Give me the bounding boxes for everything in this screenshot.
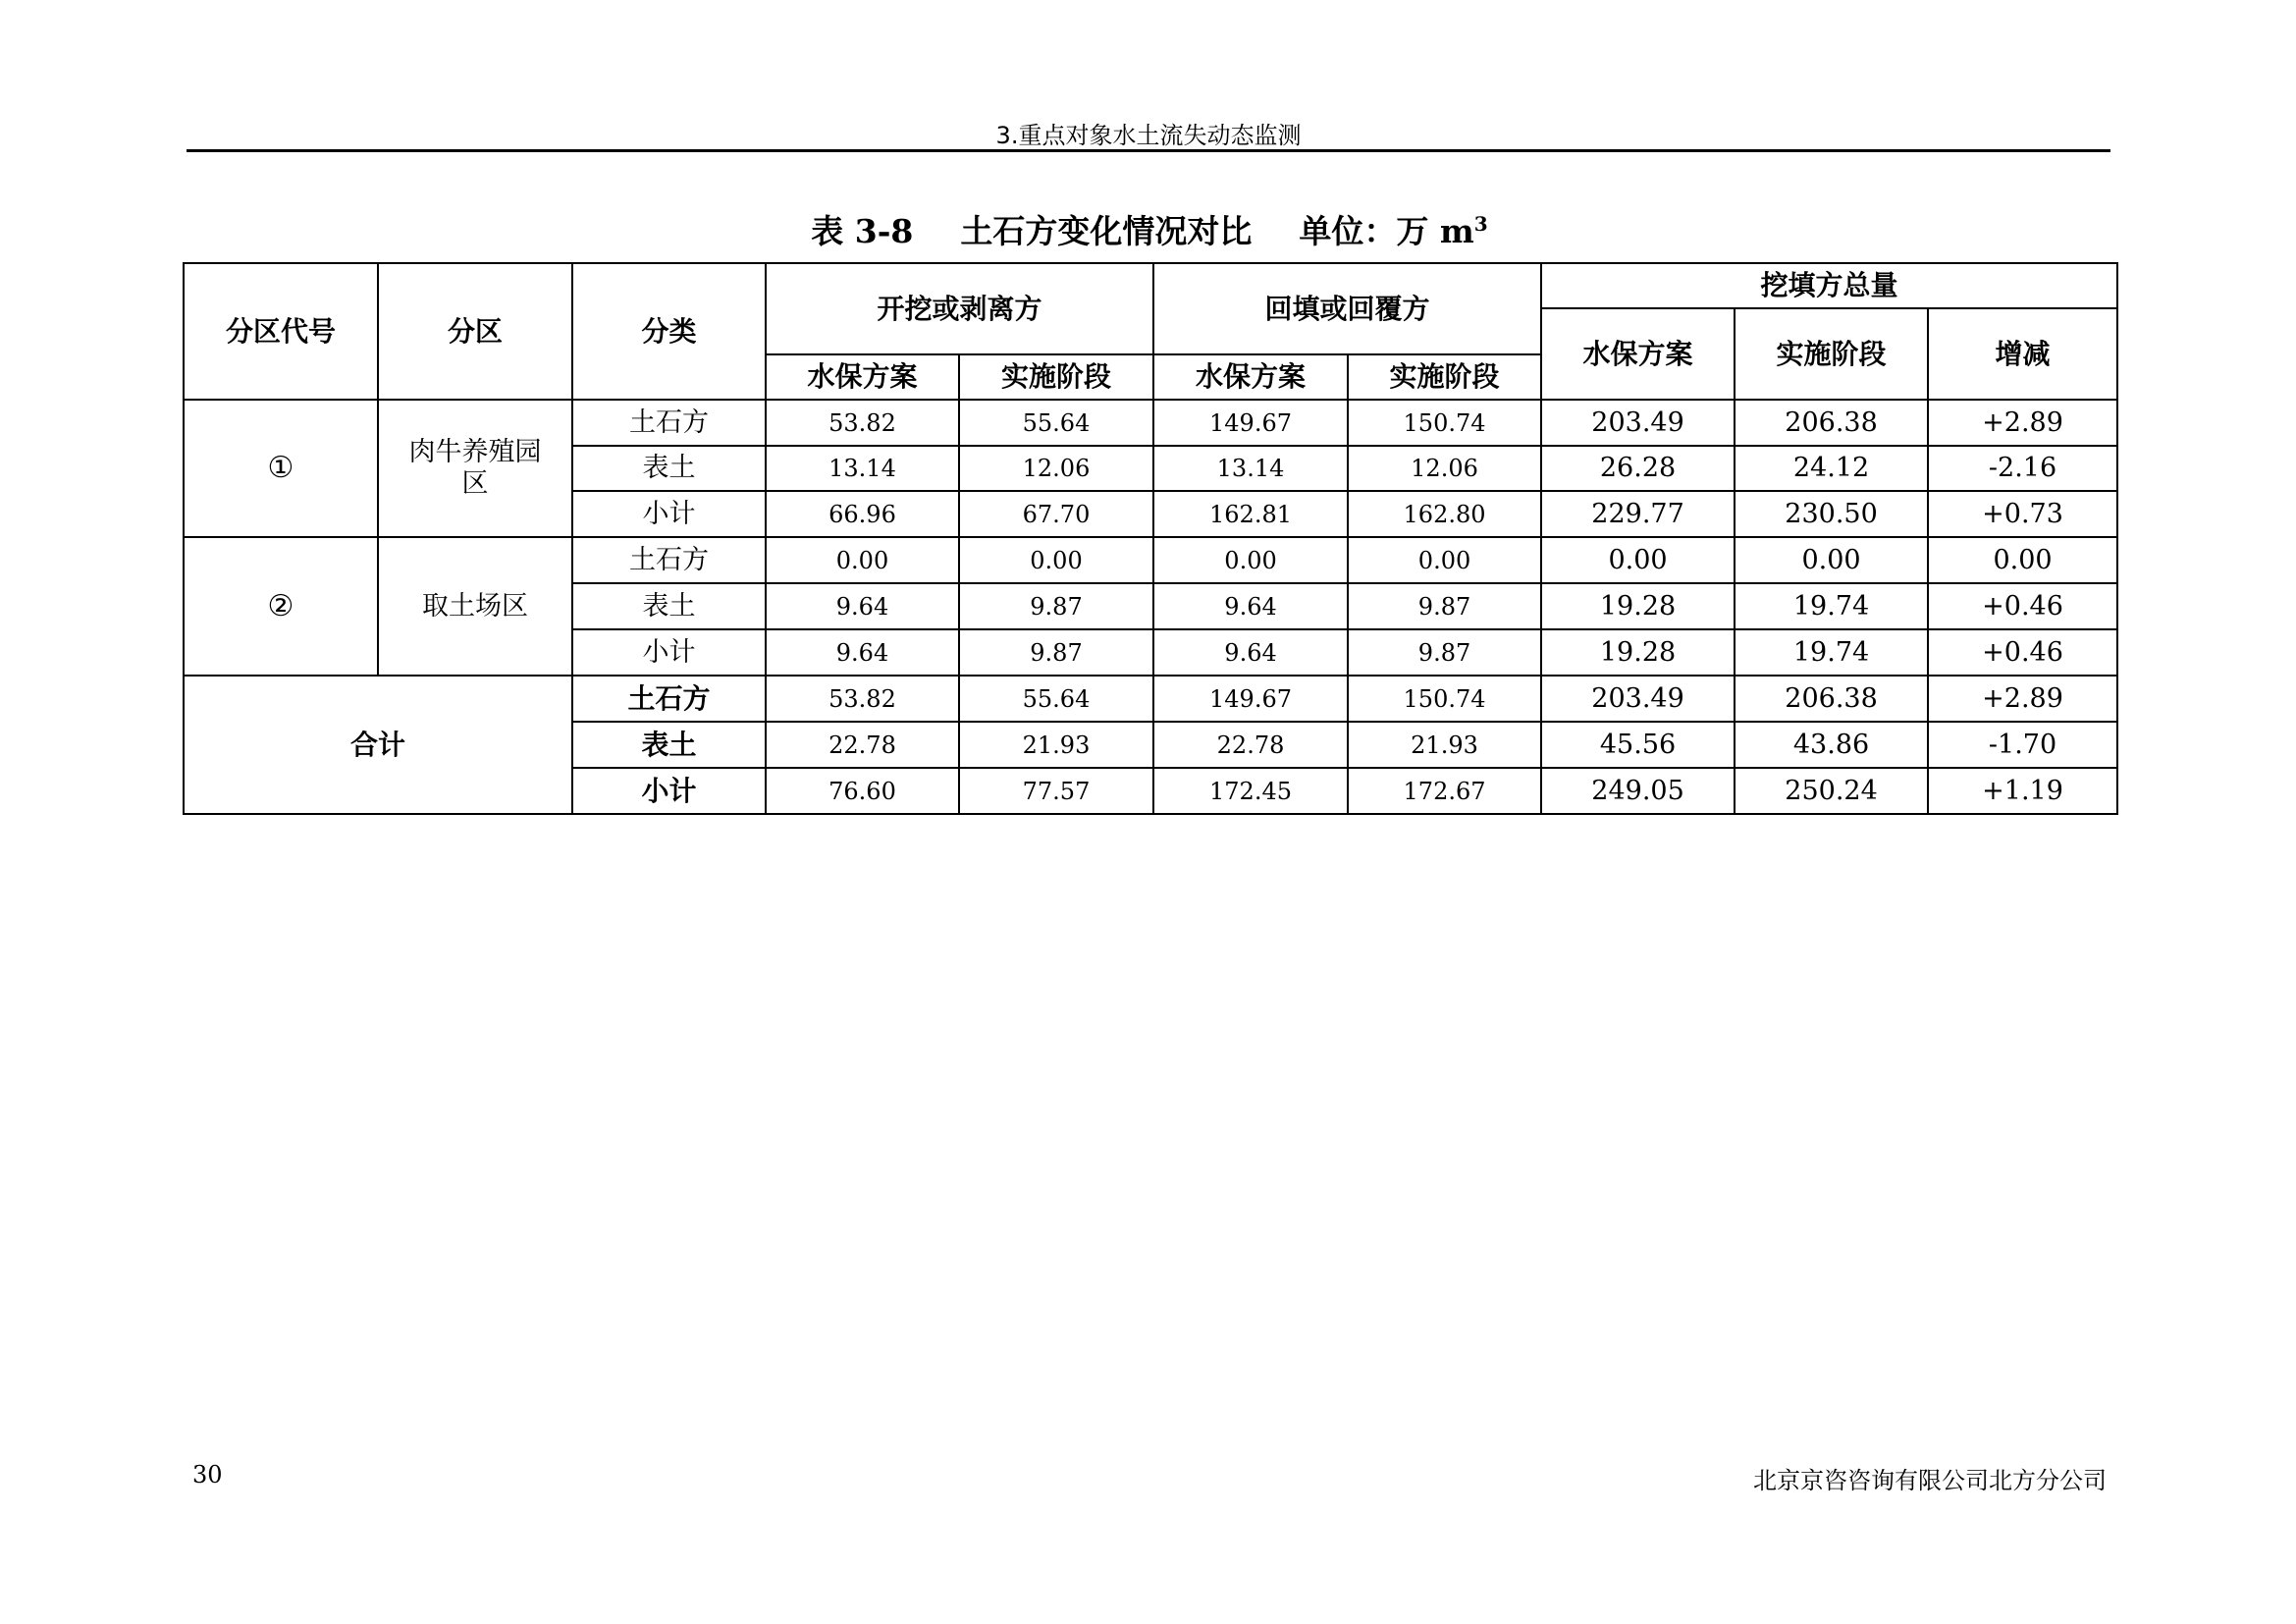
value-cell: 77.57	[959, 768, 1153, 814]
value-cell: 13.14	[1153, 446, 1348, 491]
value-cell: 12.06	[1348, 446, 1541, 491]
value-cell: 149.67	[1153, 400, 1348, 446]
value-cell: 53.82	[766, 400, 959, 446]
value-cell: 9.87	[959, 629, 1153, 676]
header-backfill: 回填或回覆方	[1153, 263, 1541, 354]
value-cell: 43.86	[1735, 722, 1928, 768]
header-backfill-actual: 实施阶段	[1348, 354, 1541, 400]
running-header: 3.重点对象水土流失动态监测	[995, 122, 1302, 149]
value-cell: 13.14	[766, 446, 959, 491]
value-cell: 9.87	[959, 583, 1153, 629]
table-row	[184, 400, 2117, 446]
header-total-change: 增减	[1928, 308, 2117, 400]
change-cell: +0.46	[1928, 629, 2117, 676]
value-cell: 9.64	[766, 583, 959, 629]
category-cell: 土石方	[572, 676, 766, 722]
header-category: 分类	[572, 263, 766, 400]
value-cell: 172.67	[1348, 768, 1541, 814]
table-row	[184, 537, 2117, 583]
value-cell: 19.74	[1735, 583, 1928, 629]
change-cell: +2.89	[1928, 676, 2117, 722]
value-cell: 203.49	[1541, 400, 1735, 446]
value-cell: 19.28	[1541, 583, 1735, 629]
change-cell: +2.89	[1928, 400, 2117, 446]
value-cell: 0.00	[1153, 537, 1348, 583]
value-cell: 0.00	[959, 537, 1153, 583]
value-cell: 19.28	[1541, 629, 1735, 676]
table-title-unit: 单位：万 m	[1299, 212, 1474, 250]
value-cell: 172.45	[1153, 768, 1348, 814]
earthwork-table	[183, 262, 2118, 815]
value-cell: 150.74	[1348, 400, 1541, 446]
value-cell: 24.12	[1735, 446, 1928, 491]
category-cell: 土石方	[572, 537, 766, 583]
table-row	[184, 676, 2117, 722]
header-total-actual: 实施阶段	[1735, 308, 1928, 400]
change-cell: +0.46	[1928, 583, 2117, 629]
page-number: 30	[192, 1461, 223, 1489]
value-cell: 9.64	[766, 629, 959, 676]
category-cell: 小计	[572, 768, 766, 814]
header-excavation: 开挖或剥离方	[766, 263, 1153, 354]
change-cell: -2.16	[1928, 446, 2117, 491]
value-cell: 0.00	[766, 537, 959, 583]
value-cell: 150.74	[1348, 676, 1541, 722]
value-cell: 21.93	[959, 722, 1153, 768]
value-cell: 230.50	[1735, 491, 1928, 537]
header-excavation-plan: 水保方案	[766, 354, 959, 400]
value-cell: 206.38	[1735, 676, 1928, 722]
header-total-plan: 水保方案	[1541, 308, 1735, 400]
value-cell: 9.64	[1153, 629, 1348, 676]
zone-code-cell: ②	[184, 537, 378, 676]
zone-name-cell: 取土场区	[378, 537, 572, 676]
value-cell: 26.28	[1541, 446, 1735, 491]
header-excavation-actual: 实施阶段	[959, 354, 1153, 400]
value-cell: 22.78	[766, 722, 959, 768]
value-cell: 0.00	[1541, 537, 1735, 583]
value-cell: 162.81	[1153, 491, 1348, 537]
value-cell: 21.93	[1348, 722, 1541, 768]
value-cell: 66.96	[766, 491, 959, 537]
value-cell: 9.64	[1153, 583, 1348, 629]
value-cell: 67.70	[959, 491, 1153, 537]
zone-name-cell: 肉牛养殖园区	[378, 400, 572, 537]
value-cell: 55.64	[959, 400, 1153, 446]
category-cell: 表土	[572, 583, 766, 629]
value-cell: 12.06	[959, 446, 1153, 491]
value-cell: 55.64	[959, 676, 1153, 722]
change-cell: -1.70	[1928, 722, 2117, 768]
value-cell: 149.67	[1153, 676, 1348, 722]
value-cell: 53.82	[766, 676, 959, 722]
value-cell: 229.77	[1541, 491, 1735, 537]
table-title-name: 土石方变化情况对比	[960, 212, 1253, 250]
category-cell: 表土	[572, 446, 766, 491]
table-title	[183, 206, 2116, 252]
value-cell: 9.87	[1348, 583, 1541, 629]
value-cell: 203.49	[1541, 676, 1735, 722]
change-cell: +1.19	[1928, 768, 2117, 814]
value-cell: 250.24	[1735, 768, 1928, 814]
value-cell: 0.00	[1735, 537, 1928, 583]
value-cell: 206.38	[1735, 400, 1928, 446]
value-cell: 19.74	[1735, 629, 1928, 676]
footer-company: 北京京咨咨询有限公司北方分公司	[1753, 1467, 2107, 1494]
value-cell: 22.78	[1153, 722, 1348, 768]
zone-code-cell: ①	[184, 400, 378, 537]
value-cell: 162.80	[1348, 491, 1541, 537]
header-total: 挖填方总量	[1541, 263, 2117, 308]
category-cell: 小计	[572, 629, 766, 676]
category-cell: 小计	[572, 491, 766, 537]
category-cell: 土石方	[572, 400, 766, 446]
value-cell: 76.60	[766, 768, 959, 814]
header-zone-code: 分区代号	[184, 263, 378, 400]
change-cell: +0.73	[1928, 491, 2117, 537]
header-row	[184, 263, 2117, 308]
table-title-label: 表 3-8	[811, 212, 914, 250]
category-cell: 表土	[572, 722, 766, 768]
total-label-cell: 合计	[184, 676, 572, 814]
value-cell: 9.87	[1348, 629, 1541, 676]
value-cell: 45.56	[1541, 722, 1735, 768]
change-cell: 0.00	[1928, 537, 2117, 583]
value-cell: 249.05	[1541, 768, 1735, 814]
header-zone: 分区	[378, 263, 572, 400]
header-backfill-plan: 水保方案	[1153, 354, 1348, 400]
value-cell: 0.00	[1348, 537, 1541, 583]
table-title-unit-sup: 3	[1473, 212, 1488, 236]
header-rule	[187, 149, 2110, 152]
